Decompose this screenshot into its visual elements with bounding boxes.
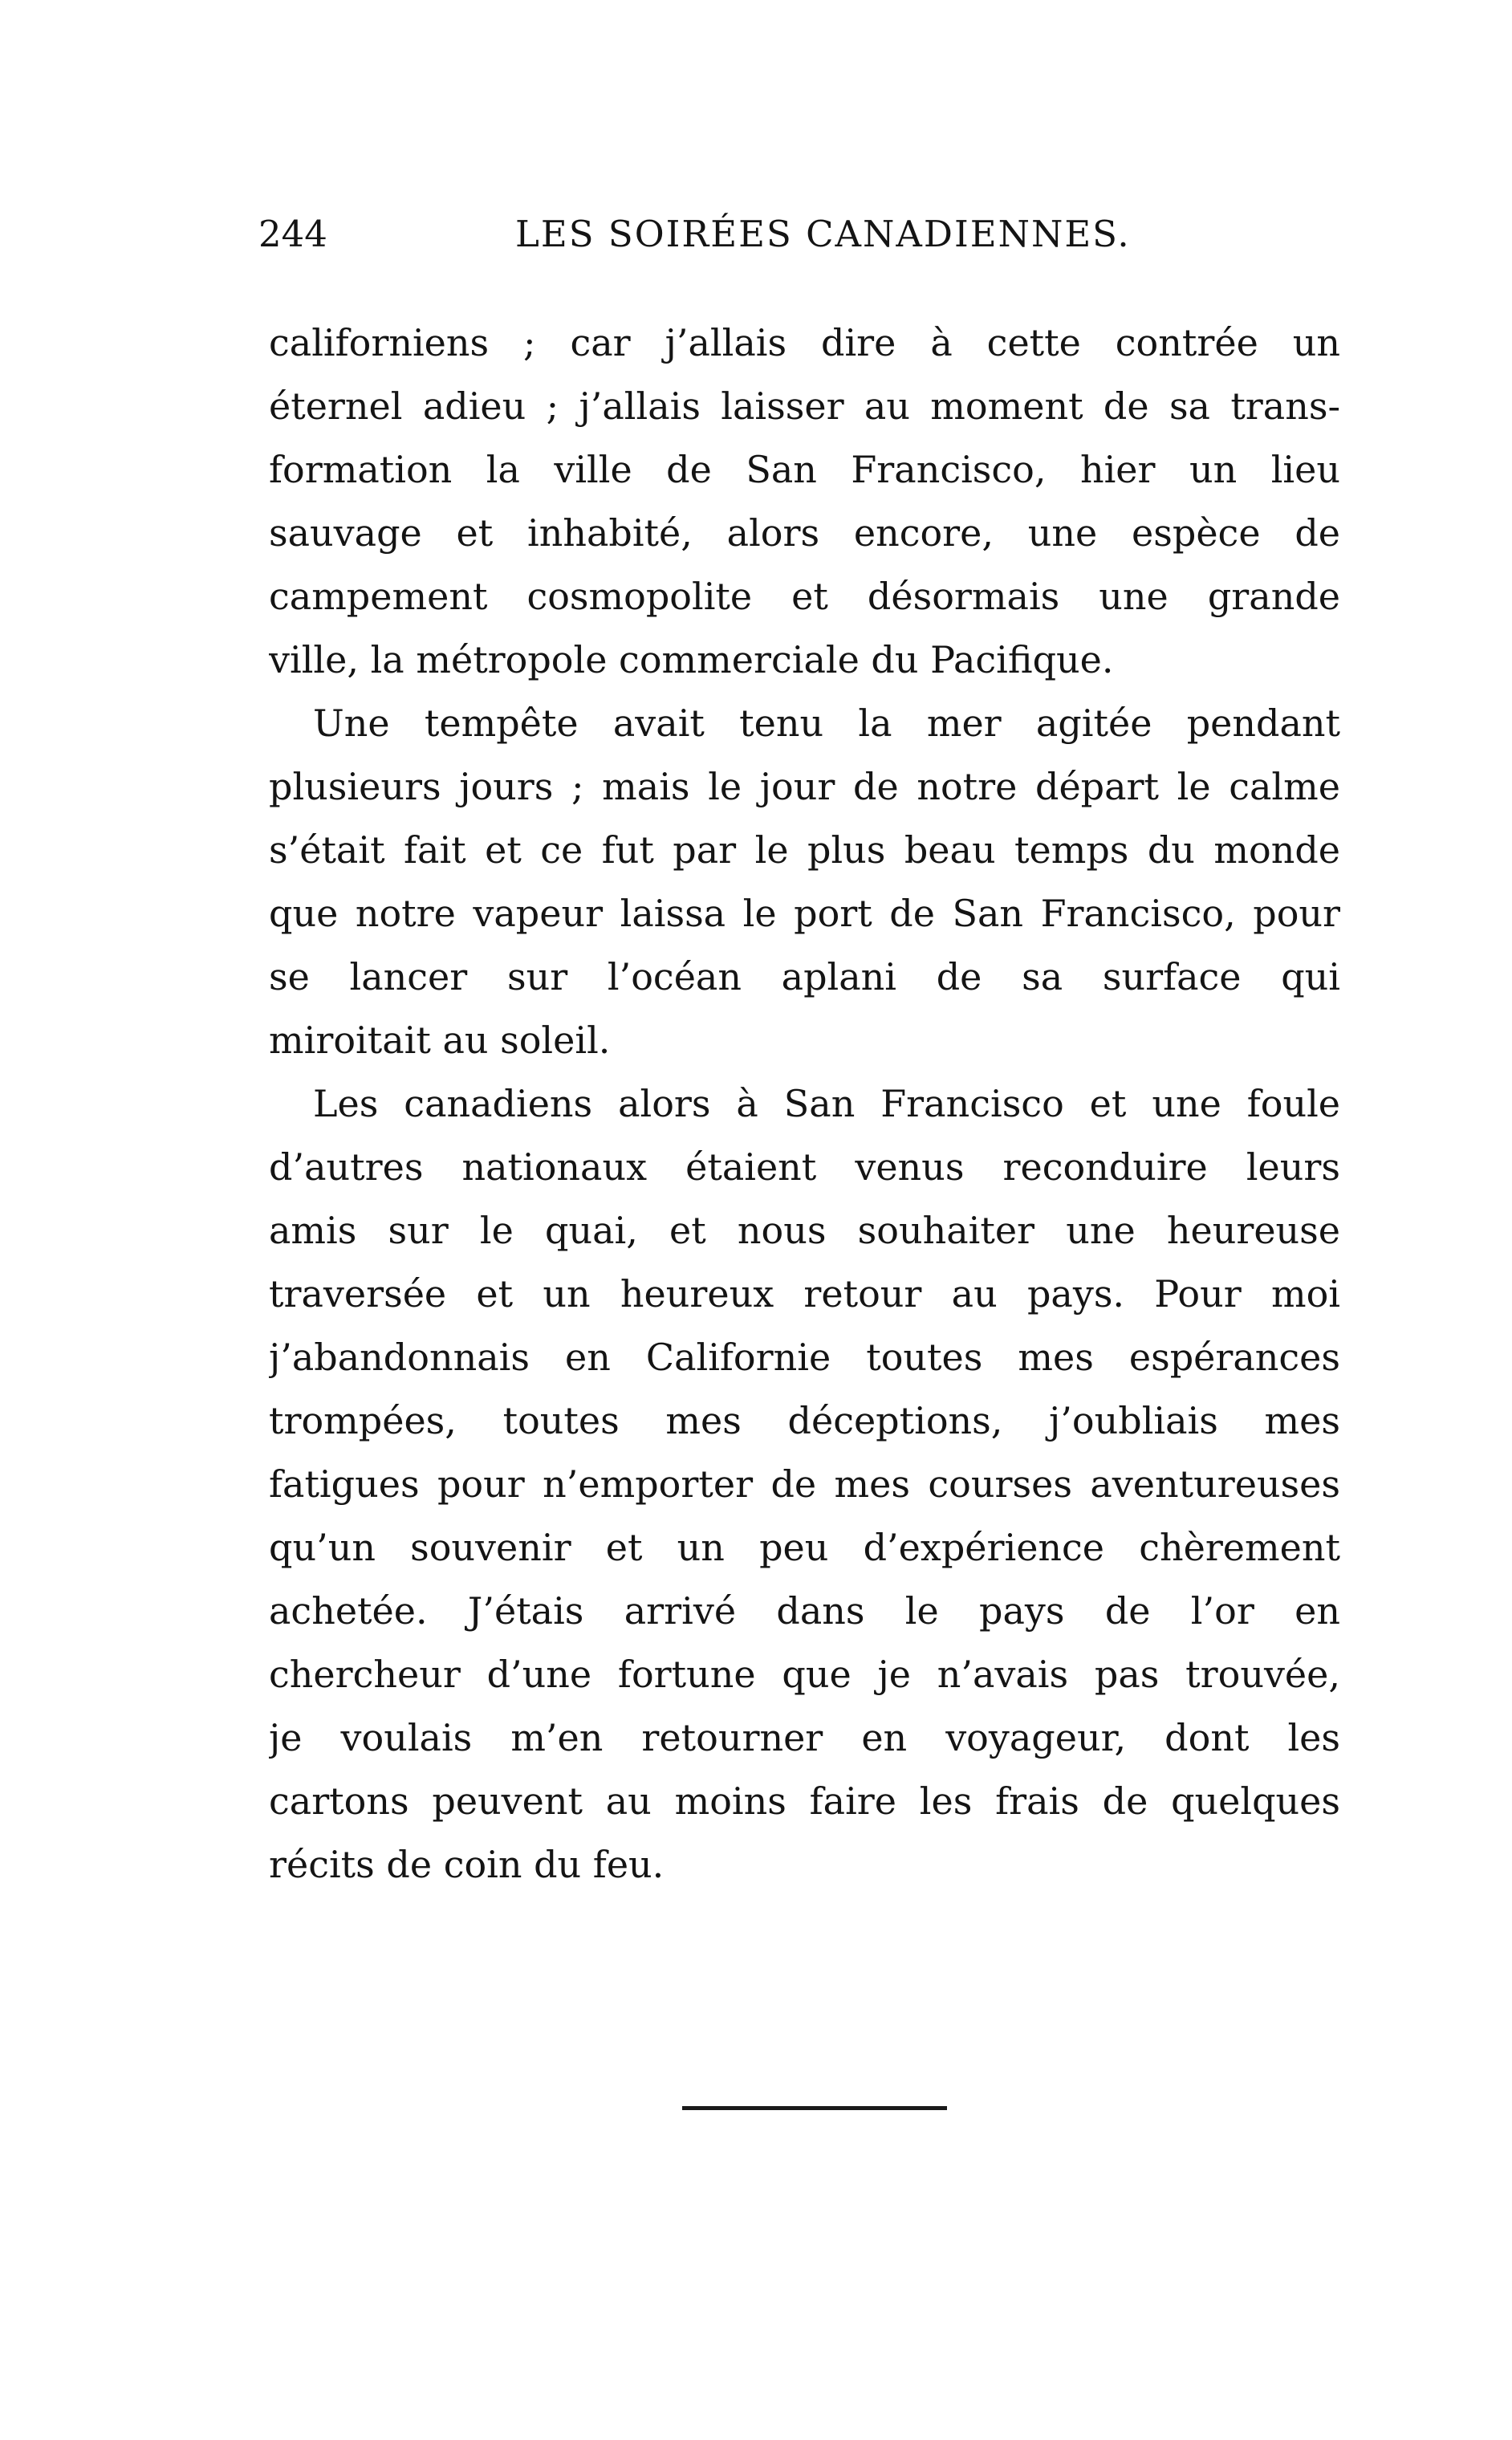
text-line: Une tempête avait tenu la mer agitée pendant [313, 702, 1340, 745]
text-line: traversée et un heureux retour au pays. Pour moi [269, 1272, 1340, 1316]
text-line: qu’un souvenir et un peu d’expérience chèrement [269, 1526, 1340, 1569]
text-line: se lancer sur l’océan aplani de sa surface qui [269, 955, 1340, 998]
running-title: LES SOIRÉES CANADIENNES. [515, 213, 1131, 255]
body-text [269, 311, 1340, 1897]
text-line: éternel adieu ; j’allais laisser au moment de sa trans- [269, 384, 1340, 428]
text-line: trompées, toutes mes déceptions, j’oubliais mes [269, 1399, 1340, 1442]
page-number: 244 [258, 213, 327, 255]
text-line: cartons peuvent au moins faire les frais de quelques [269, 1779, 1340, 1823]
running-head [258, 210, 1342, 258]
text-line: formation la ville de San Francisco, hier un lieu [269, 448, 1340, 491]
text-line: j’abandonnais en Californie toutes mes espérances [269, 1336, 1340, 1379]
text-line: ville, la métropole commerciale du Pacifique. [269, 638, 1114, 681]
text-line: campement cosmopolite et désormais une grande [269, 575, 1340, 618]
text-line: californiens ; car j’allais dire à cette contrée un [269, 321, 1340, 364]
text-line: chercheur d’une fortune que je n’avais pas trouvée, [269, 1653, 1340, 1696]
text-line: que notre vapeur laissa le port de San Francisco, pour [269, 892, 1340, 935]
text-line: d’autres nationaux étaient venus reconduire leurs [269, 1145, 1340, 1189]
text-line: sauvage et inhabité, alors encore, une espèce de [269, 511, 1340, 555]
paragraph [269, 692, 1340, 1072]
text-line: miroitait au soleil. [269, 1019, 611, 1062]
text-line: s’était fait et ce fut par le plus beau temps du monde [269, 828, 1340, 872]
paragraph [269, 1072, 1340, 1897]
text-line: amis sur le quai, et nous souhaiter une heureuse [269, 1209, 1340, 1252]
text-line: Les canadiens alors à San Francisco et une foule [313, 1082, 1340, 1125]
end-ornament-rule [682, 2106, 947, 2110]
text-line: récits de coin du feu. [269, 1843, 665, 1886]
text-line: plusieurs jours ; mais le jour de notre départ le calme [269, 765, 1340, 808]
text-line: je voulais m’en retourner en voyageur, dont les [269, 1716, 1340, 1759]
paragraph [269, 311, 1340, 692]
text-line: fatigues pour n’emporter de mes courses aventureuses [269, 1462, 1340, 1506]
text-line: achetée. J’étais arrivé dans le pays de l’or en [269, 1589, 1340, 1633]
